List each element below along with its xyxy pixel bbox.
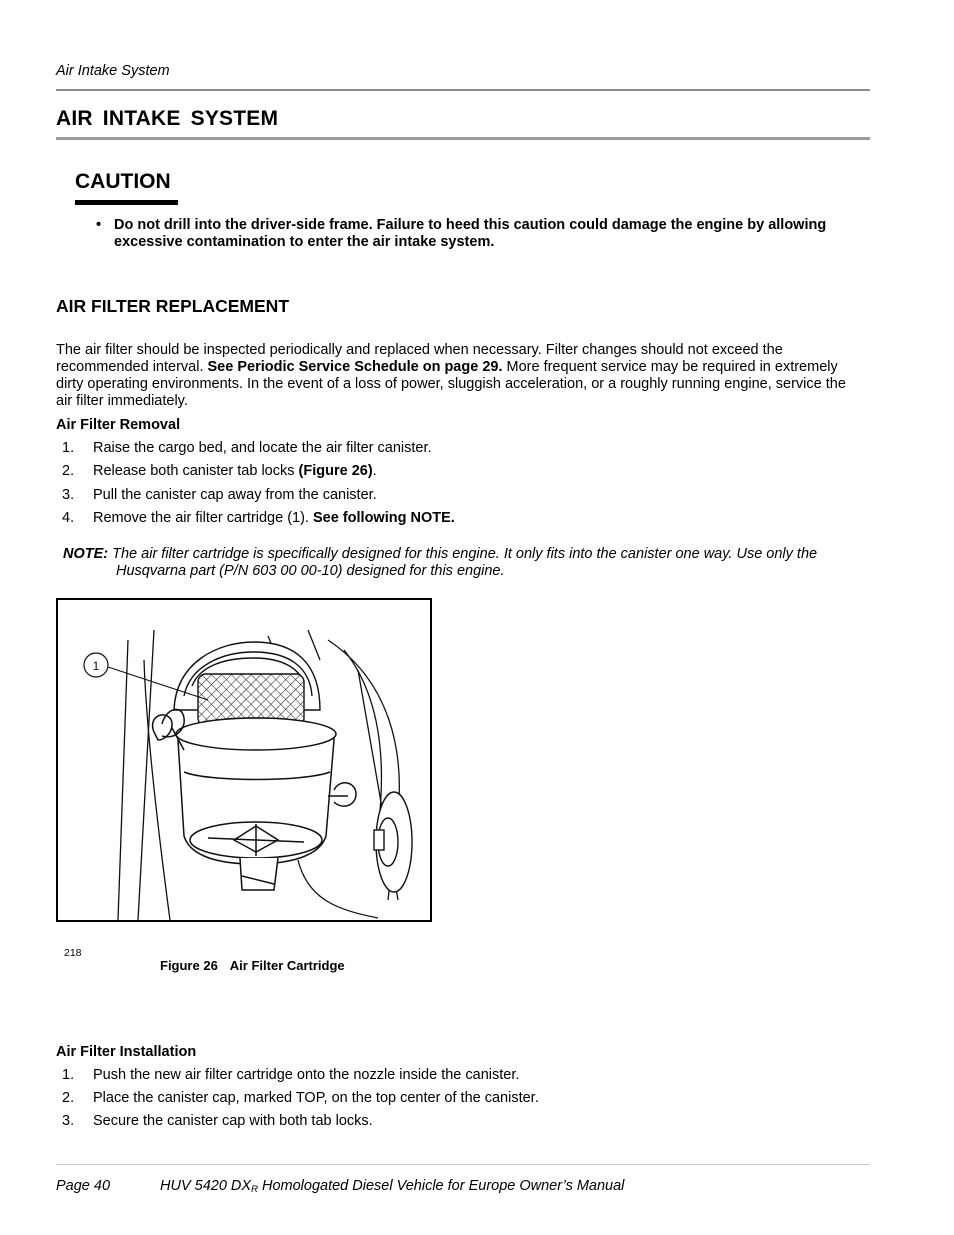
note bbox=[63, 546, 878, 580]
footer-rule bbox=[56, 1164, 870, 1165]
page-number: Page 40 bbox=[56, 1178, 111, 1194]
figure-id: 218 bbox=[64, 947, 82, 959]
para-text-2: More frequent service may be required in extremely dirty operating environments. In the event of a loss of power, sluggish acceleration, or a roughly running engine, service the air filter immediately. bbox=[56, 359, 846, 409]
note-text-2: Husqvarna part (P/N 603 00 00-10) designed for this engine. bbox=[116, 563, 505, 579]
para-reference: See Periodic Service Schedule on page 29. bbox=[207, 359, 503, 375]
step-text: Release both canister tab locks bbox=[93, 463, 299, 479]
step-number: 4. bbox=[62, 510, 75, 526]
step-text: Place the canister cap, marked TOP, on the top center of the canister. bbox=[93, 1090, 539, 1106]
manual-title bbox=[160, 1178, 624, 1195]
removal-heading: Air Filter Removal bbox=[56, 417, 181, 433]
note-text-1: The air filter cartridge is specifically designed for this engine. It only fits into the canister one way. Use only the bbox=[108, 546, 818, 562]
callout-number: 1 bbox=[92, 659, 100, 673]
running-header: Air Intake System bbox=[56, 63, 170, 79]
page-footer bbox=[56, 1178, 625, 1195]
figure-label: Figure 26 bbox=[160, 958, 218, 973]
step-text-group bbox=[93, 510, 455, 526]
step-text: Secure the canister cap with both tab locks. bbox=[93, 1113, 373, 1129]
bullet: • bbox=[96, 217, 102, 233]
caution-text: Do not drill into the driver-side frame. Failure to heed this caution could damage the engine by allowing excessive contamination to enter the air intake system. bbox=[114, 217, 827, 250]
step-tail: . bbox=[372, 463, 377, 479]
step-text: Raise the cargo bed, and locate the air filter canister. bbox=[93, 440, 432, 456]
air-filter-illustration bbox=[58, 600, 430, 920]
caution-underline bbox=[75, 200, 178, 205]
model-name: HUV 5420 DX bbox=[160, 1178, 252, 1194]
figure-26 bbox=[56, 598, 432, 922]
step-number: 3. bbox=[62, 487, 75, 503]
step-text: Remove the air filter cartridge (1). bbox=[93, 510, 313, 526]
step-number: 1. bbox=[62, 440, 75, 456]
figure-reference: (Figure 26) bbox=[298, 463, 373, 479]
subsection-title: AIR FILTER REPLACEMENT bbox=[56, 296, 290, 316]
note-reference: See following NOTE. bbox=[313, 510, 455, 526]
model-subscript: R bbox=[251, 1184, 258, 1195]
manual-title-text: Homologated Diesel Vehicle for Europe Owner’s Manual bbox=[257, 1178, 625, 1194]
intro-paragraph bbox=[56, 342, 856, 410]
step-text: Pull the canister cap away from the canister. bbox=[93, 487, 377, 503]
step-number: 1. bbox=[62, 1067, 75, 1083]
figure-caption bbox=[160, 958, 345, 973]
figure-title: Air Filter Cartridge bbox=[229, 958, 345, 973]
installation-heading: Air Filter Installation bbox=[56, 1044, 197, 1060]
step-number: 2. bbox=[62, 463, 75, 479]
step-number: 3. bbox=[62, 1113, 75, 1129]
header-rule bbox=[56, 89, 870, 91]
section-title: AIR INTAKE SYSTEM bbox=[56, 107, 279, 130]
section-rule bbox=[56, 137, 870, 140]
para-text-1: The air filter should be inspected periodically and replaced when necessary. Filter changes should not exceed the recommended interval. bbox=[56, 342, 783, 375]
caution-message bbox=[96, 217, 836, 251]
step-text: Push the new air filter cartridge onto the nozzle inside the canister. bbox=[93, 1067, 520, 1083]
step-text-group bbox=[93, 463, 377, 479]
caution-title: CAUTION bbox=[75, 170, 171, 193]
step-number: 2. bbox=[62, 1090, 75, 1106]
note-label: NOTE: bbox=[63, 546, 109, 562]
